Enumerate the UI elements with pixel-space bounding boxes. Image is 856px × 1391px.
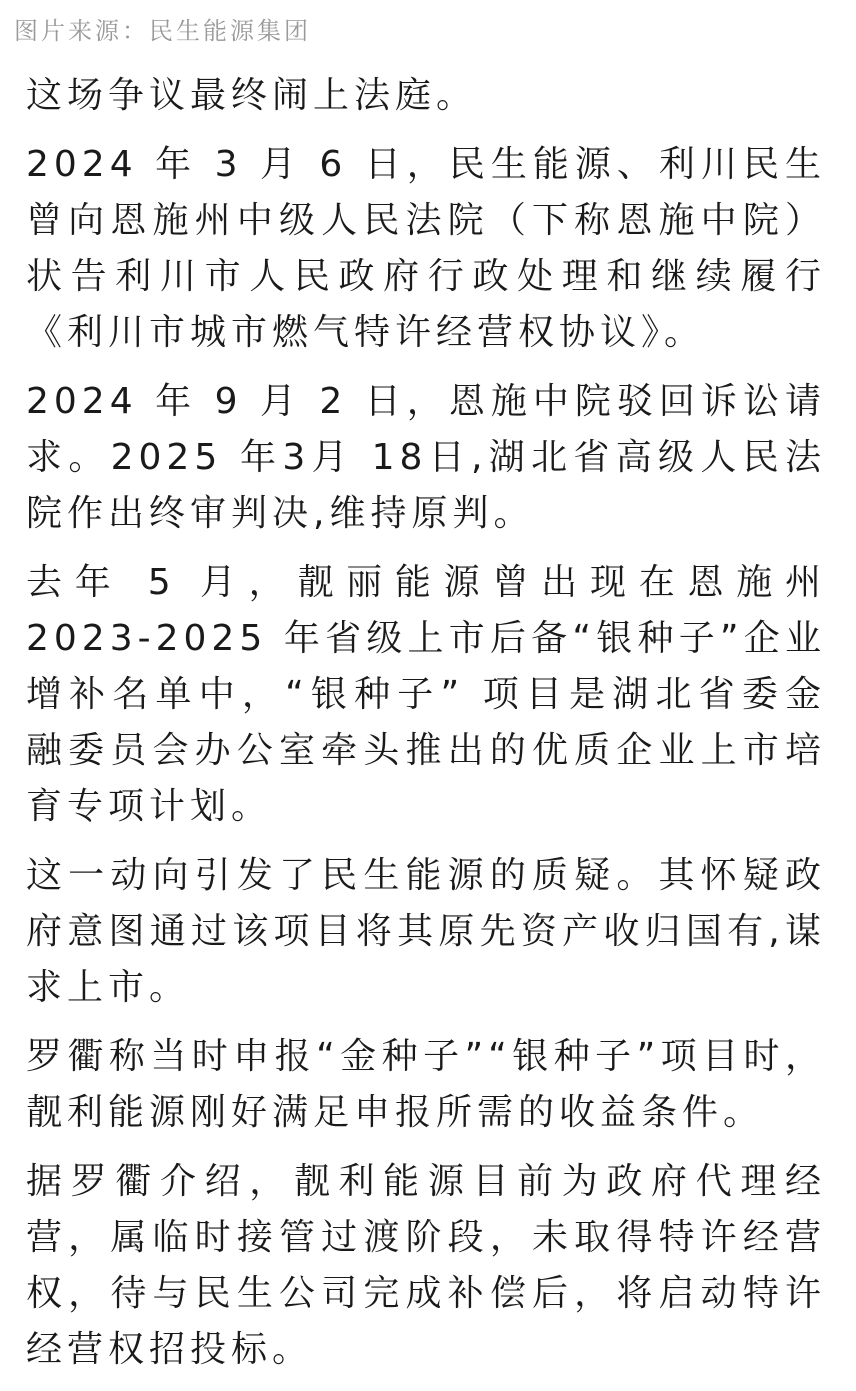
article-body bbox=[26, 68, 826, 1391]
paragraph-2: 2024 年 3 月 6 日，民生能源、利川民生曾向恩施州中级人民法院（下称恩施中院）状告利川市人民政府行政处理和继续履行《利川市城市燃气特许经营权协议》。 bbox=[26, 144, 826, 353]
paragraph-4: 去年 5 月，靓丽能源曾出现在恩施州 2023-2025 年省级上市后备“银种子”企业增补名单中，“银种子” 项目是湖北省委金融委员会办公室牵头推出的优质企业上市培育专项计划。 bbox=[26, 562, 826, 827]
paragraph-7: 据罗衢介绍，靓利能源目前为政府代理经营，属临时接管过渡阶段，未取得特许经营权，待与民生公司完成补偿后，将启动特许经营权招投标。 bbox=[26, 1161, 826, 1370]
paragraph-6: 罗衢称当时申报“金种子”“银种子”项目时，靓利能源刚好满足申报所需的收益条件。 bbox=[26, 1036, 826, 1133]
paragraph-5: 这一动向引发了民生能源的质疑。其怀疑政府意图通过该项目将其原先资产收归国有,谋求上市。 bbox=[26, 855, 826, 1008]
image-source-caption: 图片来源：民生能源集团 bbox=[14, 17, 311, 45]
paragraph-3: 2024 年 9 月 2 日，恩施中院驳回诉讼请求。2025 年3月 18日,湖北省高级人民法院作出终审判决,维持原判。 bbox=[26, 381, 826, 534]
paragraph-1: 这场争议最终闹上法庭。 bbox=[26, 75, 478, 116]
